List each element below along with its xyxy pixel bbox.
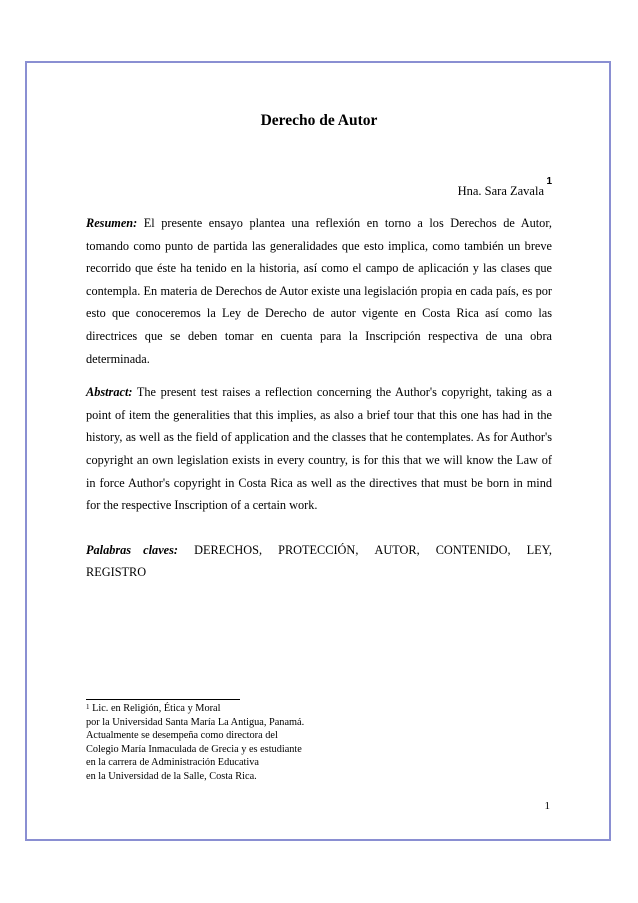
keyword-item: AUTOR, (374, 542, 420, 557)
author-footnote-ref: 1 (546, 176, 552, 187)
keyword-item-last: REGISTRO (86, 565, 147, 580)
footnote-line (86, 702, 386, 716)
footnote-line: en la Universidad de la Salle, Costa Rica. (86, 770, 257, 782)
document-title: Derecho de Autor (260, 112, 378, 129)
author-name: Hna. Sara Zavala (457, 184, 544, 198)
footnote-text: Lic. en Religión, Ética y Moral (92, 703, 221, 714)
resumen-paragraph (86, 212, 552, 370)
footnote-line: por la Universidad Santa María La Antigua, Panamá. (86, 716, 305, 728)
keywords-label-word-2: claves: (143, 542, 178, 557)
keyword-item: PROTECCIÓN, (278, 542, 359, 557)
footnote-line: Colegio María Inmaculada de Grecia y es estudiante (86, 743, 302, 755)
keywords-label (86, 539, 178, 562)
keyword-item: DERECHOS, (194, 542, 263, 557)
abstract-label: Abstract: (86, 385, 133, 400)
keywords-label-word-1: Palabras (86, 542, 132, 557)
abstract-paragraph (86, 381, 552, 517)
keywords-line (86, 539, 552, 562)
keywords-section (86, 539, 552, 584)
resumen-label: Resumen: (86, 216, 138, 230)
page-number: 1 (544, 800, 550, 812)
page-body (86, 111, 552, 584)
abstract-text: The present test raises a reflection concerning the Author's copyright, taking as a point of item the generalities that this implies, as also a brief tour that this one has had in the history, as well as the field of application and the classes that he contemplates. As for Author's copyright an own legislation exists in every country, is for this that we will know the Law of in force Author's copyright in Costa Rica as well as the directives that must be born in mind for the respective Inscription of a certain work. (86, 385, 552, 513)
keyword-item: LEY, (526, 542, 552, 557)
author-line (86, 176, 552, 199)
resumen-text: El presente ensayo plantea una reflexión en torno a los Derechos de Autor, tomando como punto de partida las generalidades que esto implica, como también un breve recorrido que éste ha tenido en la historia, así como el campo de aplicación y las clases que contempla. En materia de Derechos de Autor existe una legislación propia en cada país, es por esto que conoceremos la Ley de Derecho de autor vigente en Costa Rica así como las directrices que se deben tomar en cuenta para la Inscripción respectiva de una obra determinada. (86, 216, 552, 366)
footnote-number: 1 (86, 703, 90, 711)
footnote-line: Actualmente se desempeña como directora del (86, 730, 278, 741)
footnote (86, 702, 386, 783)
footnote-line: en la carrera de Administración Educativa (86, 757, 259, 768)
keyword-item: CONTENIDO, (435, 542, 511, 557)
footnote-separator (86, 699, 240, 700)
